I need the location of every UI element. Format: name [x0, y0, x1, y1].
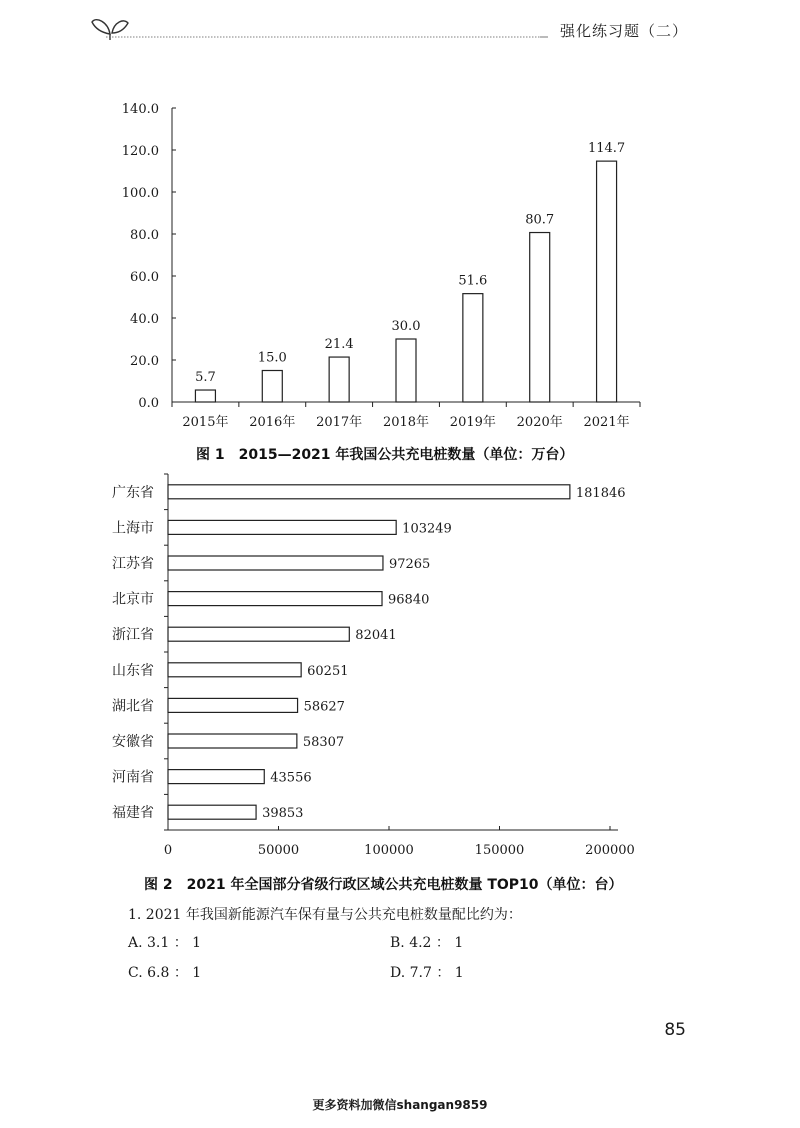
bar [168, 805, 256, 819]
question-text: 1. 2021 年我国新能源汽车保有量与公共充电桩数量配比约为： [128, 907, 522, 923]
bar-value-label: 5.7 [195, 370, 216, 386]
bar [262, 371, 282, 403]
chart-annual-charging-piles [0, 90, 800, 440]
bar-value-label: 58307 [302, 735, 345, 750]
option-a[interactable]: A. 3.1 ： 1 [128, 935, 202, 951]
bar-value-label: 97265 [388, 557, 431, 572]
bar [329, 357, 349, 402]
bar [168, 556, 383, 570]
y-category-label: 上海市 [112, 520, 154, 537]
bar-value-label: 21.4 [324, 337, 354, 353]
bar [168, 485, 570, 499]
x-category-label: 2017年 [316, 415, 363, 430]
y-tick-label: 120.0 [121, 144, 159, 159]
y-tick-label: 40.0 [130, 312, 159, 327]
bar-value-label: 60251 [307, 663, 349, 679]
x-category-label: 2019年 [449, 415, 496, 430]
bar [530, 233, 550, 402]
y-tick-label: 100.0 [121, 186, 159, 201]
footer-note: 更多资料加微信shangan9859 [312, 1098, 488, 1112]
question-options [128, 932, 548, 992]
y-category-label: 北京市 [112, 591, 154, 608]
y-category-label: 浙江省 [112, 627, 154, 644]
y-category-label: 湖北省 [112, 698, 154, 715]
bar [597, 161, 617, 402]
bar [195, 390, 215, 402]
chart-province-top10 [0, 470, 800, 870]
page-number: 85 [664, 1020, 686, 1040]
y-category-label: 安徽省 [112, 734, 154, 750]
bar-value-label: 15.0 [257, 350, 287, 366]
y-category-label: 广东省 [112, 484, 154, 501]
bar [168, 592, 382, 606]
x-category-label: 2015年 [182, 415, 229, 430]
x-tick-label: 0 [163, 843, 173, 858]
bar-value-label: 114.7 [587, 141, 626, 157]
bar [168, 734, 297, 748]
bar-value-label: 82041 [355, 628, 397, 644]
bar-value-label: 51.6 [458, 273, 488, 289]
bar [168, 770, 264, 784]
bar-value-label: 30.0 [391, 319, 421, 334]
bar-value-label: 58627 [303, 699, 345, 715]
bar-value-label: 181846 [575, 485, 626, 501]
x-tick-label: 50000 [257, 843, 300, 858]
y-tick-label: 60.0 [130, 270, 159, 285]
page-header [0, 0, 800, 60]
chart2-caption: 图 2 2021 年全国部分省级行政区域公共充电桩数量 TOP10（单位：台） [144, 877, 623, 893]
bar [168, 520, 396, 534]
bar-value-label: 39853 [262, 806, 304, 822]
bar [168, 627, 349, 641]
y-category-label: 福建省 [112, 805, 154, 822]
bar-value-label: 80.7 [525, 212, 555, 228]
y-category-label: 江苏省 [112, 556, 154, 572]
chart1-caption: 图 1 2015—2021 年我国公共充电桩数量（单位：万台） [196, 447, 574, 463]
x-tick-label: 150000 [474, 843, 525, 858]
x-category-label: 2018年 [382, 415, 430, 430]
bar-value-label: 103249 [402, 521, 452, 537]
y-tick-label: 80.0 [130, 228, 159, 243]
x-tick-label: 200000 [585, 843, 635, 858]
bar [463, 294, 483, 402]
y-tick-label: 140.0 [121, 102, 159, 117]
header-title: 强化练习题（二） [559, 22, 688, 40]
bar-value-label: 96840 [388, 592, 430, 608]
x-category-label: 2020年 [516, 415, 563, 430]
y-tick-label: 20.0 [130, 354, 159, 369]
option-b[interactable]: B. 4.2 ： 1 [390, 935, 464, 951]
x-tick-label: 100000 [364, 843, 414, 858]
bar [168, 698, 298, 712]
bar [396, 339, 416, 402]
option-d[interactable]: D. 7.7 ： 1 [390, 965, 464, 981]
y-category-label: 河南省 [112, 769, 154, 786]
bar-value-label: 43556 [270, 770, 312, 786]
option-c[interactable]: C. 6.8 ： 1 [128, 965, 202, 981]
bar [168, 663, 301, 677]
x-category-label: 2021年 [583, 415, 630, 430]
x-category-label: 2016年 [249, 415, 296, 430]
y-tick-label: 0.0 [138, 396, 159, 411]
y-category-label: 山东省 [112, 662, 154, 679]
